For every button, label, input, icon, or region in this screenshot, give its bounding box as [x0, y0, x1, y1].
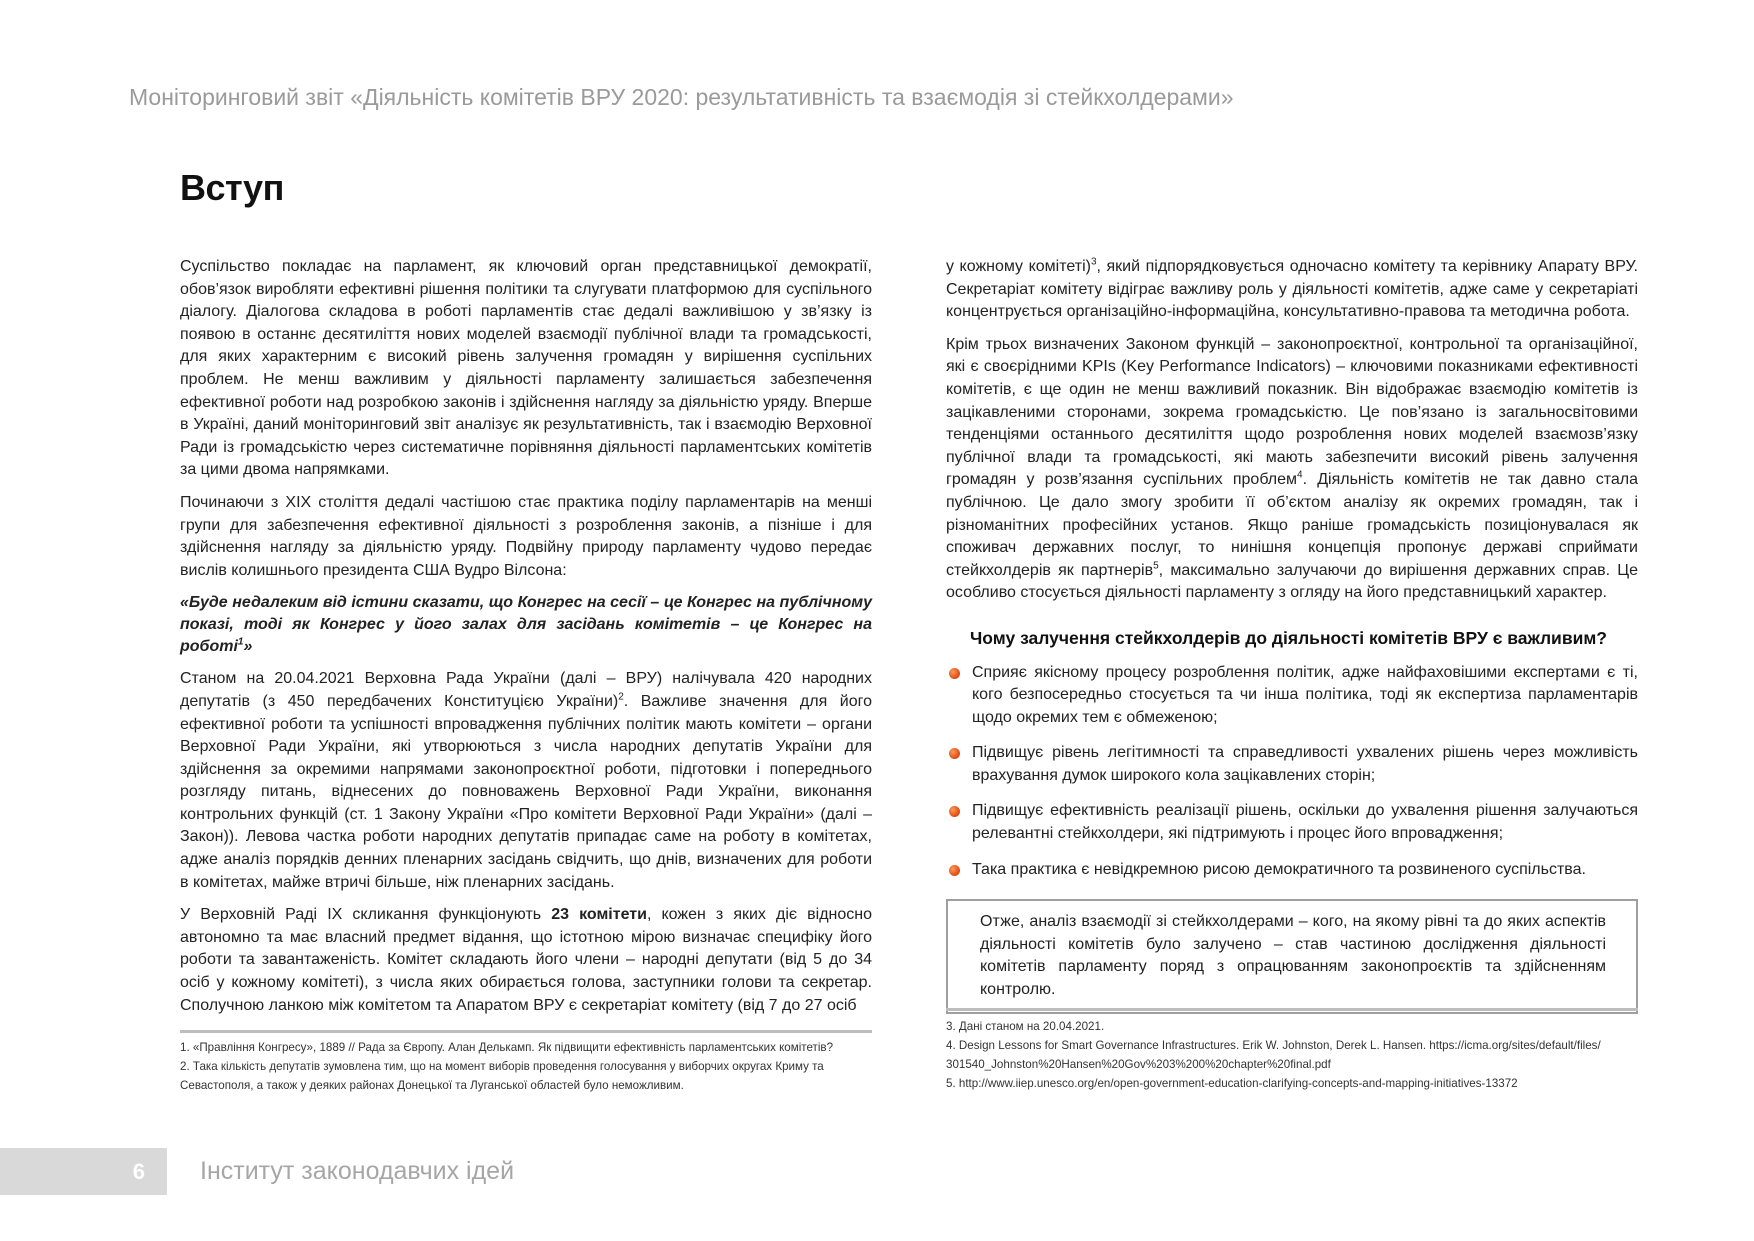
paragraph-text: Крім трьох визначених Законом функцій – законопроєктної, контрольної та організаційної, які є своєрідними KPIs (Key Performance Indicators) – ключовими показниками ефективності комітетів, є ще один не менш важливий показник. Він відображає взаємодію комітетів із зацікавленими сторонами, зокрема громадськістю. Це пов’язано із загальносвітовими тенденціями останнього десятиліття щодо розроблення нових моделей взаємозв’язку публічної влади та громадськості, які мають забезпечити високий рівень залучення громадян у розв’язання суспільних проблем — [946, 335, 1638, 489]
page-title: Вступ — [180, 167, 284, 208]
footnote: 1. «Правління Конгресу», 1889 // Рада за Європу. Алан Делькамп. Як підвищити ефективність парламентських комітетів? — [180, 1041, 834, 1054]
bullet-icon — [949, 668, 960, 679]
footnote: 2. Така кількість депутатів зумовлена тим, що на момент виборів проведення голосування у виборчих округах Криму та Севастополя, а також у деяких районах Донецької та Луганської областей було неможливим. — [180, 1060, 824, 1092]
quote-end: » — [243, 638, 253, 656]
footnote: 3. Дані станом на 20.04.2021. — [946, 1020, 1105, 1033]
footnote: 4. Design Lessons for Smart Governance Infrastructures. Erik W. Johnston, Derek L. Hansen. https://icma.org/sites/default/files/301540_Johnston%20Hansen%20Gov%203%200%20chapter%20final.pdf — [946, 1039, 1601, 1071]
stakeholders-bullet-list — [946, 662, 1638, 882]
left-column — [180, 256, 872, 1027]
paragraph-text: , максимально залучаючи до вирішення державних справ. Це особливо стосується діяльності парламенту з огляду на його представницький характер. — [946, 561, 1638, 602]
paragraph-text: . Діяльність комітетів не так давно стала публічною. Це дало змогу зробити її об’єктом аналізу як окремих громадян, так і різноманітних професійних установ. Якщо раніше громадськість позиціонувалася як споживач державних послуг, то нинішня концепція пропонує державі сприймати стейкхолдерів як партнерів — [946, 471, 1638, 579]
footnote-divider-left — [180, 1030, 872, 1033]
paragraph-text: У Верховній Раді IX скликання функціонують — [180, 906, 552, 924]
right-column — [946, 256, 1638, 1014]
footnotes-left — [180, 1038, 872, 1095]
running-header: Моніторинговий звіт «Діяльність комітетів ВРУ 2020: результативність та взаємодія зі стейкхолдерами» — [129, 84, 1234, 110]
bullet-icon — [949, 748, 960, 759]
list-item-text: Підвищує ефективність реалізації рішень, оскільки до ухвалення рішення залучаються релевантні стейкхолдери, які підтримують і процес його впровадження; — [972, 802, 1638, 843]
paragraph-text: у кожному комітеті) — [946, 258, 1091, 275]
paragraph-text: , який підпорядковується одночасно комітету та керівнику Апарату ВРУ. Секретаріат комітету відіграє важливу роль у діяльності комітетів, адже саме у секретаріаті концентрується організаційно-інформаційна, консультативно-правова та методична робота. — [946, 258, 1639, 321]
list-item-text: Сприяє якісному процесу розроблення політик, адже найфаховішими експертами є ті, кого безпосередньо стосується та чи інша політика, тоді як експертиза парламентарів щодо окремих тем є обмеженою; — [972, 663, 1638, 726]
paragraph-text: , кожен з яких діє відносно автономно та має власний предмет відання, що істотною мірою визначає специфіку його роботи та завантаженість. Комітет складають його члени – народні депутати (від 5 до 34 осіб у кожному комітеті), з числа яких обирається голова, заступники голови та секретар. Сполучною ланкою між комітетом та Апаратом ВРУ є секретаріат комітету (від 7 до 27 осіб — [180, 906, 873, 1014]
footnote-ref: 5 — [1153, 560, 1159, 572]
stakeholders-heading: Чому залучення стейкхолдерів до діяльності комітетів ВРУ є важливим? — [970, 627, 1607, 648]
bullet-icon — [949, 806, 960, 817]
footnote-ref: 4 — [1297, 470, 1303, 482]
list-item — [946, 662, 1638, 730]
footnote-divider-right — [946, 1008, 1638, 1011]
paragraph — [946, 334, 1638, 605]
bullet-icon — [949, 865, 960, 876]
list-item — [946, 859, 1638, 882]
footnote-ref: 1 — [237, 636, 244, 648]
footer-organization: Інститут законодавчих ідей — [200, 1157, 515, 1185]
list-item — [946, 742, 1638, 787]
paragraph-text: . Важливе значення для його ефективної роботи та успішності впровадження публічних політик мають комітети – органи Верховної Ради України, які утворюються з числа народних депутатів України для здійснення за окремими напрямами законопроєктної роботи, підготовки і попереднього розгляду питань, віднесених до повноважень Верховної Ради України, виконання контрольних функцій (ст. 1 Закону України «Про комітети Верховної Ради України» (далі – Закон)). Левова частка роботи народних депутатів припадає саме на роботу в комітетах, адже аналіз порядків денних пленарних засідань свідчить, що днів, визначених для роботи в комітетах, майже втричі більше, ніж пленарних засідань. — [180, 692, 872, 891]
quote-text: «Буде недалеким від істини сказати, що Конгрес на сесії – це Конгрес на публічному показі, тоді як Конгрес у його залах для засідань комітетів – це Конгрес на роботі — [180, 594, 872, 656]
list-item — [946, 800, 1638, 845]
paragraph: Суспільство покладає на парламент, як ключовий орган представницької демократії, обов’язок виробляти ефективні рішення політики та слугувати платформою для суспільного діалогу. Діалогова складова в роботі парламентів стає дедалі важливішою у зв’язку із появою в останнє десятиліття нових моделей взаємодії публічної влади та громадськості, для яких характерним є високий рівень залучення громадян у вирішення суспільних проблем. Не менш важливим у діяльності парламенту залишається забезпечення ефективної роботи над розробкою законів і здійснення нагляду за діяльністю уряду. Вперше в Україні, даний моніторинговий звіт аналізує як результативність, так і взаємодію Верховної Ради із громадськістю через систематичне порівняння діяльності парламентських комітетів за цими двома напрямками. — [180, 258, 872, 479]
paragraph: Починаючи з XIX століття дедалі частішою стає практика поділу парламентарів на менші групи для забезпечення ефективної діяльності з розроблення законів, а пізніше і для здійснення нагляду за діяльністю уряду. Подвійну природу парламенту чудово передає вислів колишнього президента США Вудро Вілсона: — [180, 493, 872, 579]
list-item-text: Підвищує рівень легітимності та справедливості ухвалених рішень через можливість врахування думок широкого кола зацікавлених сторін; — [972, 744, 1638, 784]
footnote-ref: 3 — [1090, 256, 1097, 268]
paragraph — [946, 256, 1638, 324]
committees-count: 23 комітети — [551, 906, 647, 924]
summary-note-box: Отже, аналіз взаємодії зі стейкхолдерами – кого, на якому рівні та до яких аспектів діяльності комітетів було залучено – став частиною дослідження діяльності комітетів парламенту поряд з опрацюванням законопроєктів та здійсненням контролю. — [946, 899, 1638, 1013]
paragraph-text: Станом на 20.04.2021 Верховна Рада України (далі – ВРУ) налічувала 420 народних депутатів (з 450 передбачених Конституцією України) — [180, 670, 872, 710]
wilson-quote — [180, 592, 872, 658]
paragraph — [180, 668, 872, 894]
paragraph — [180, 904, 872, 1017]
footnotes-right — [946, 1017, 1606, 1093]
footnote-ref: 2 — [618, 691, 624, 703]
list-item-text: Така практика є невідкремною рисою демократичного та розвиненого суспільства. — [972, 860, 1586, 878]
footnote: 5. http://www.iiep.unesco.org/en/open-government-education-clarifying-concepts-and-mapping-initiatives-13372 — [946, 1077, 1518, 1090]
page-number: 6 — [0, 1148, 167, 1195]
